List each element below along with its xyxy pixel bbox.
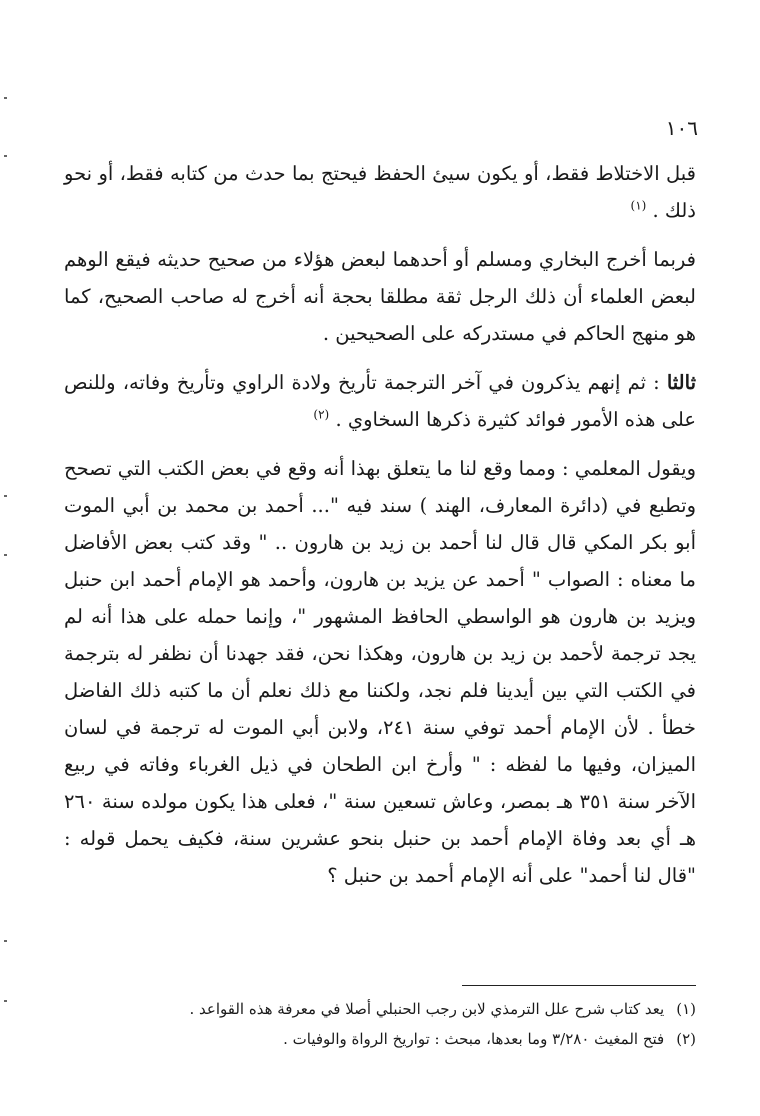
main-text bbox=[64, 155, 696, 894]
paragraph-text: قبل الاختلاط فقط، أو يكون سيئ الحفظ فيحتج بما حدث من كتابه فقط، أو نحو ذلك . bbox=[64, 162, 696, 222]
footnotes bbox=[64, 994, 696, 1054]
footnote-ref: (٢) bbox=[313, 407, 330, 422]
margin-mark bbox=[4, 495, 7, 497]
paragraph-4 bbox=[64, 450, 696, 894]
footnote-text: فتح المغيث ٣/٢٨٠ وما بعدها، مبحث : تواريخ الرواة والوفيات . bbox=[283, 1030, 665, 1048]
footnote-1 bbox=[64, 994, 696, 1024]
paragraph-text: ويقول المعلمي : ومما وقع لنا ما يتعلق بهذا أنه وقع في بعض الكتب التي تصحح وتطبع في (دائرة المعارف، الهند ) سند فيه "... أحمد بن محمد بن أبي الموت أبو بكر المكي قال قال لنا أحمد بن زيد بن هارون .. " وقد كتب بعض الأفاضل ما معناه : الصواب " أحمد عن يزيد بن هارون، وأحمد هو الإمام أحمد ابن حنبل ويزيد بن هارون هو الواسطي الحافظ المشهور "، وإنما حمله على هذا أنه لم يجد ترجمة لأحمد بن زيد بن هارون، وهكذا نحن، فقد جهدنا أن نظفر له بترجمة في الكتب التي بين أيدينا فلم نجد، ولكننا مع ذلك نعلم أن ما كتبه ذلك الفاضل خطأ . لأن الإمام أحمد توفي سنة ٢٤١، ولابن أبي الموت له ترجمة في لسان الميزان، وفيها ما لفظه : " وأرخ ابن الطحان في ذيل الغرباء وفاته في ربيع الآخر سنة ٣٥١ هـ بمصر، وعاش تسعين سنة "، فعلى هذا يكون مولده سنة ٢٦٠ هـ أي بعد وفاة الإمام أحمد بن حنبل بنحو عشرين سنة، فكيف يحمل قوله : "قال لنا أحمد" على أنه الإمام أحمد بن حنبل ؟ bbox=[64, 457, 696, 887]
margin-mark bbox=[4, 1000, 7, 1002]
margin-mark bbox=[4, 940, 7, 942]
paragraph-1 bbox=[64, 155, 696, 229]
paragraph-lead: ثالثا bbox=[666, 371, 696, 394]
footnote-text: يعد كتاب شرح علل الترمذي لابن رجب الحنبلي أصلا في معرفة هذه القواعد . bbox=[189, 1000, 665, 1018]
margin-mark bbox=[4, 155, 7, 157]
paragraph-3 bbox=[64, 364, 696, 438]
footnote-marker: (١) bbox=[676, 1000, 696, 1018]
footnote-divider bbox=[462, 985, 696, 986]
paragraph-text: : ثم إنهم يذكرون في آخر الترجمة تأريخ ولادة الراوي وتأريخ وفاته، وللنص على هذه الأمور فوائد كثيرة ذكرها السخاوي . bbox=[64, 371, 696, 431]
margin-mark bbox=[4, 97, 7, 99]
margin-mark bbox=[4, 554, 7, 556]
page-number: ١٠٦ bbox=[665, 116, 698, 140]
footnote-ref: (١) bbox=[630, 198, 647, 213]
paragraph-2 bbox=[64, 241, 696, 352]
footnote-2 bbox=[64, 1024, 696, 1054]
paragraph-text: فربما أخرج البخاري ومسلم أو أحدهما لبعض هؤلاء من صحيح حديثه فيقع الوهم لبعض العلماء أن ذلك الرجل ثقة مطلقا بحجة أنه أخرج له صاحب الصحيح، كما هو منهج الحاكم في مستدركه على الصحيحين . bbox=[64, 248, 696, 345]
footnote-marker: (٢) bbox=[676, 1030, 696, 1048]
